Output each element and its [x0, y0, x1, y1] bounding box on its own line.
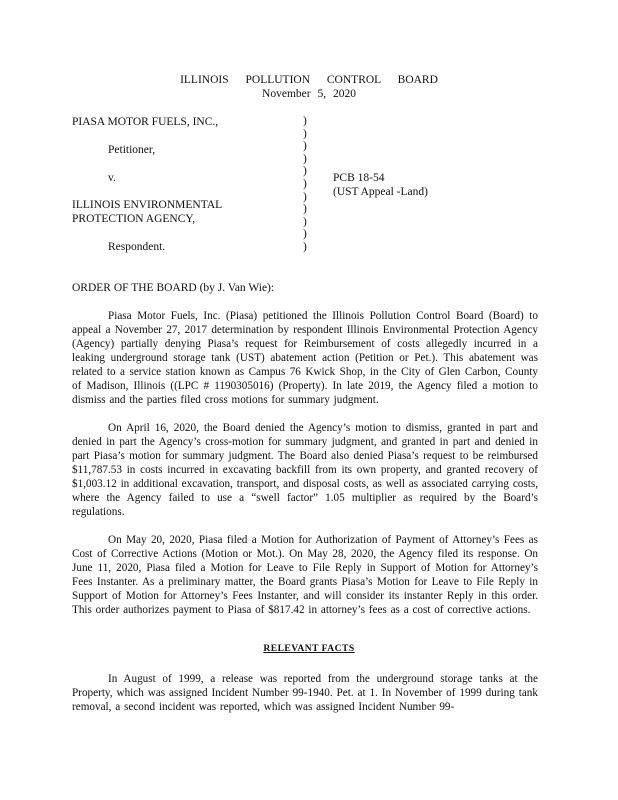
- paren: ): [303, 152, 307, 165]
- paragraph-2: On April 16, 2020, the Board denied the Agency’s motion to dismiss, granted in part and denied in part the Agency’s cross-motion for summary judgment, and granted in part and denied in part Piasa’s motion for summary judgment. The Board also denied Piasa’s request to be reimbursed $11,787.53 in costs incurred in excavating backfill from its own property, and granted recovery of $1,003.12 in additional excavation, transport, and disposal costs, as well as associated carrying costs, where the Agency failed to use a “swell factor” 1.05 multiplier as required by the Board’s regulations.: [72, 422, 538, 518]
- case-type: (UST Appeal -Land): [333, 186, 428, 198]
- case-number: PCB 18-54: [333, 172, 385, 184]
- paragraph-3: On May 20, 2020, Piasa filed a Motion for Authorization of Payment of Attorney’s Fees as Cost of Corrective Actions (Motion or Mot.). On May 28, 2020, the Agency filed its response. On June 11, 2020, Piasa filed a Motion for Leave to File Reply in Support of Motion for Attorney’s Fees Instanter. As a preliminary matter, the Board grants Piasa’s Motion for Leave to File Reply in Support of Motion for Attorney’s Fees Instanter, and will consider its instanter Reply in this order. This order authorizes payment to Piasa of $817.42 in attorney’s fees as a cost of corrective actions.: [72, 534, 538, 616]
- paren: ): [303, 215, 307, 228]
- paren: ): [303, 190, 307, 203]
- agency-title: ILLINOIS POLLUTION CONTROL BOARD: [180, 74, 438, 86]
- order-date: November 5, 2020: [262, 88, 356, 100]
- paren: ): [303, 165, 307, 178]
- paren: ): [303, 240, 307, 253]
- paren: ): [303, 203, 307, 216]
- petitioner-role: Petitioner,: [108, 144, 156, 156]
- versus: v.: [108, 172, 116, 184]
- document-header: [0, 73, 618, 101]
- respondent-role: Respondent.: [108, 241, 166, 253]
- paren: ): [303, 115, 307, 127]
- paren: ): [303, 228, 307, 241]
- paren: ): [303, 177, 307, 190]
- caption-parentheses: [303, 115, 307, 254]
- paren: ): [303, 140, 307, 153]
- respondent-name-line2: PROTECTION AGENCY,: [72, 213, 196, 225]
- section-heading: RELEVANT FACTS: [263, 644, 355, 654]
- paren: ): [303, 127, 307, 140]
- respondent-name-line1: ILLINOIS ENVIRONMENTAL: [72, 199, 223, 211]
- petitioner-name: PIASA MOTOR FUELS, INC.,: [72, 116, 219, 128]
- paragraph-4: In August of 1999, a release was reported from the underground storage tanks at the Property, which was assigned Incident Number 99-1940. Pet. at 1. In November of 1999 during tank removal, a second incident was reported, which was assigned Incident Number 99-: [72, 673, 538, 713]
- order-heading: ORDER OF THE BOARD (by J. Van Wie):: [72, 282, 275, 294]
- paragraph-1: Piasa Motor Fuels, Inc. (Piasa) petitioned the Illinois Pollution Control Board (Board) to appeal a November 27, 2017 determination by respondent Illinois Environmental Protection Agency (Agency) partially denying Piasa’s request for Reimbursement of costs allegedly incurred in a leaking underground storage tank (UST) abatement action (Petition or Pet.). This abatement was related to a service station known as Campus 76 Kwick Shop, in the City of Glen Carbon, County of Madison, Illinois ((LPC # 1190305016) (Property). In late 2019, the Agency filed a motion to dismiss and the parties filed cross motions for summary judgment.: [72, 310, 538, 406]
